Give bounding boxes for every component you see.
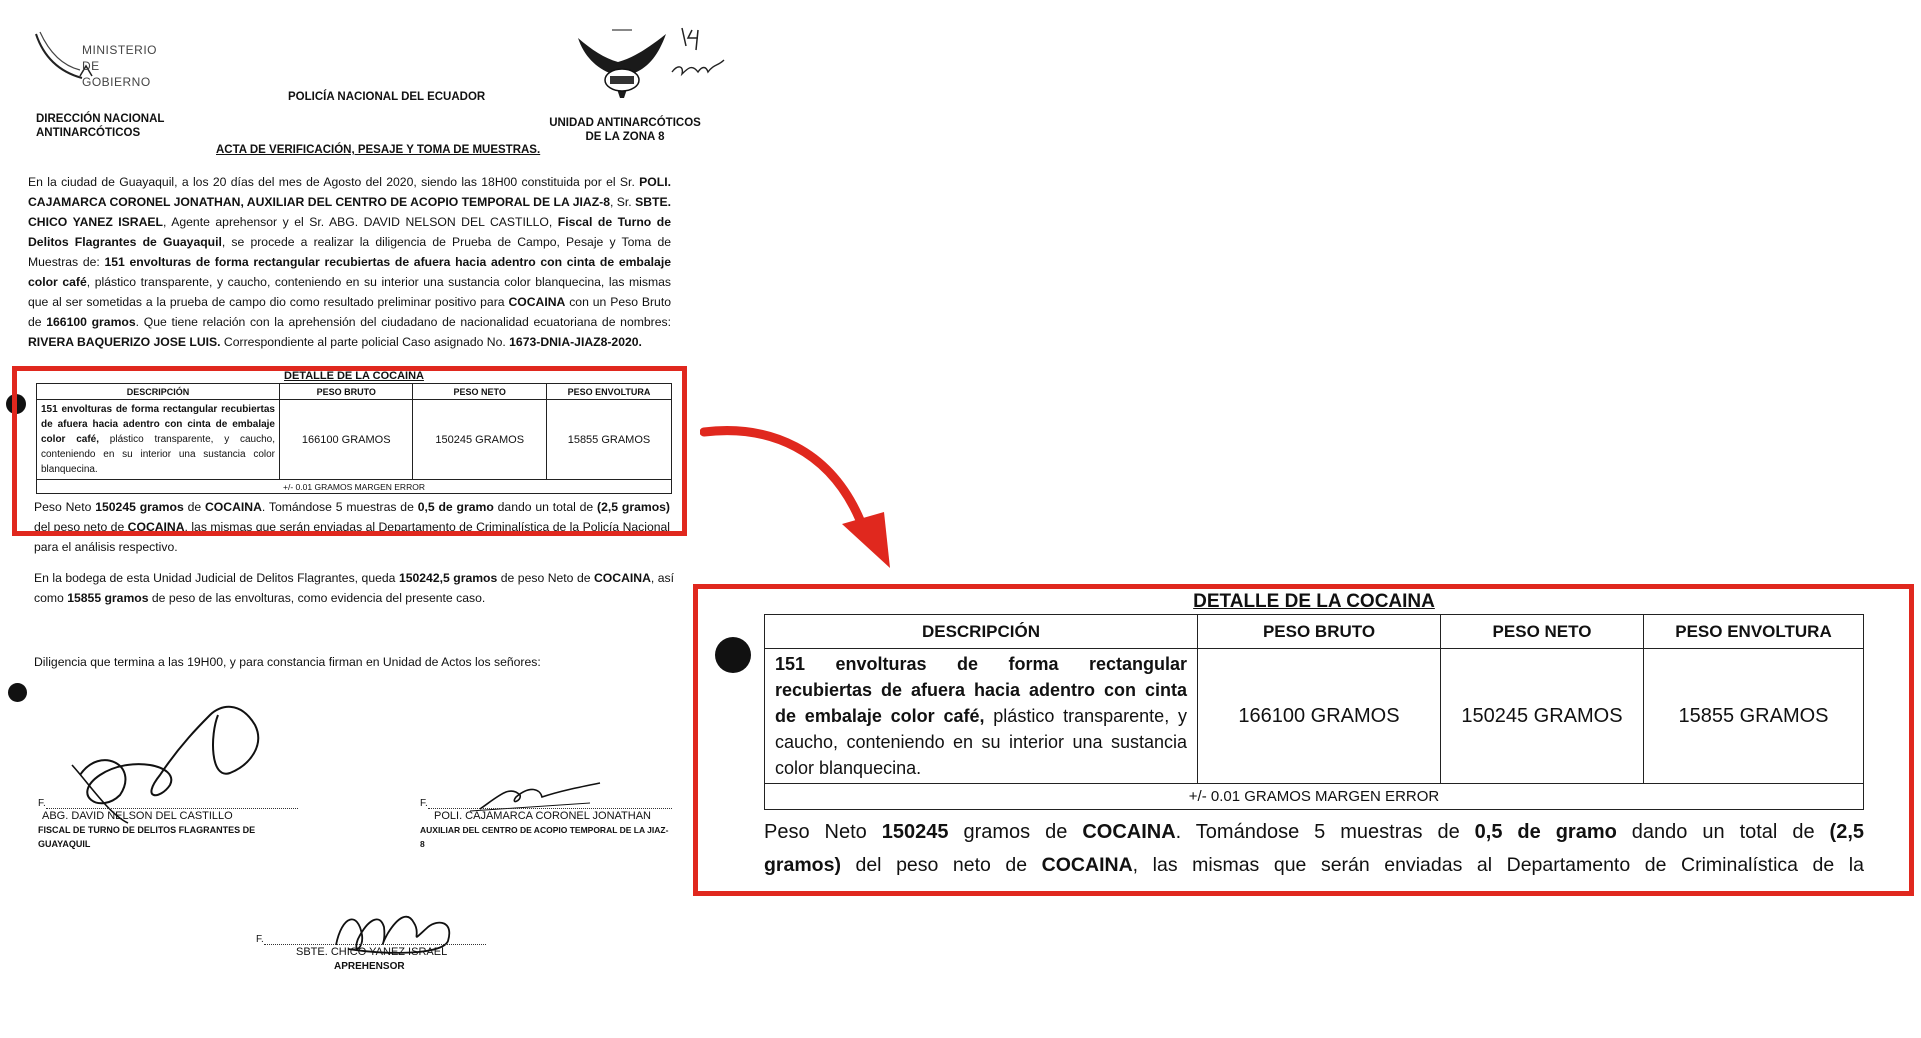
text-run: con un Peso Bruto de: [28, 295, 671, 329]
text-run: de: [183, 500, 205, 514]
text-run: . Que tiene relación con la aprehensión del ciudadano de nacionalidad ecuatoriana de nombres:: [135, 315, 671, 329]
bold-run: 0,5 de gramo: [417, 500, 494, 514]
bold-run: COCAINA: [594, 571, 651, 585]
bold-run: 150245: [881, 821, 949, 843]
text-run: , Agente aprehensor y el Sr. ABG. DAVID NELSON DEL CASTILLO,: [163, 215, 558, 229]
bold-run: 166100 gramos: [46, 315, 136, 329]
text-run: En la ciudad de Guayaquil, a los 20 días del mes de Agosto del 2020, siendo las 18H00 constituida por el Sr.: [28, 175, 640, 189]
text-run: , Sr.: [609, 195, 636, 209]
zoom-cell-peso-neto: 150245 GRAMOS: [1441, 649, 1644, 784]
zoom-paragraph-line1: [764, 816, 1864, 849]
text-run: dando un total de: [1616, 821, 1830, 843]
sig2-name: POLI. CAJAMARCA CORONEL JONATHAN: [434, 810, 651, 822]
bold-run: 1673-DNIA-JIAZ8-2020.: [509, 335, 642, 349]
signature-block-1: [38, 798, 298, 851]
text-run: del peso neto de: [34, 520, 128, 534]
handwritten-note: [668, 22, 728, 84]
highlight-box-original: [12, 366, 687, 536]
sig3-role: APREHENSOR: [334, 961, 405, 972]
text-run: , así como: [34, 571, 675, 605]
bold-run: gramos): [764, 854, 841, 876]
unit-label: [540, 116, 710, 144]
text-run: dando un total de: [493, 500, 598, 514]
text-run: gramos de: [948, 821, 1083, 843]
bold-run: COCAINA: [1041, 854, 1133, 876]
zoom-row-bullet: [715, 637, 751, 673]
bold-run: 150242,5 gramos: [398, 571, 498, 585]
small-cell-peso-neto: 150245 GRAMOS: [413, 400, 546, 480]
bold-run: COCAINA: [1082, 821, 1176, 843]
sig1-name: ABG. DAVID NELSON DEL CASTILLO: [42, 810, 233, 822]
handwritten-annotation-icon: [668, 22, 728, 84]
zoom-margin-note: +/- 0.01 GRAMOS MARGEN ERROR: [765, 784, 1864, 810]
text-run: de peso Neto de: [497, 571, 594, 585]
intro-paragraph: [28, 172, 671, 352]
sig3-prefix: F.: [256, 934, 264, 945]
text-run: Correspondiente al parte policial Caso asignado No.: [220, 335, 510, 349]
curved-arrow-icon: [700, 420, 900, 580]
sig3-name: SBTE. CHICO YANEZ ISRAEL: [296, 946, 448, 958]
zoom-paragraph-line2: [764, 849, 1864, 882]
ministry-label: DIRECCIÓN NACIONAL ANTINARCÓTICOS: [36, 113, 165, 139]
bold-run: 150245 gramos: [95, 500, 184, 514]
text-run: Peso Neto: [34, 500, 96, 514]
zoom-col-peso-envoltura: PESO ENVOLTURA: [1644, 615, 1864, 649]
small-margin-note: +/- 0.01 GRAMOS MARGEN ERROR: [37, 480, 672, 494]
sig2-role: AUXILIAR DEL CENTRO DE ACOPIO TEMPORAL DE LA JIAZ-8: [420, 825, 669, 849]
bold-run: 151 envolturas de forma rectangular recubiertas de afuera hacia adentro con cinta de embalaje color café: [28, 255, 671, 289]
bold-run: RIVERA BAQUERIZO JOSE LUIS.: [28, 335, 221, 349]
zoom-detail-table: [764, 590, 1864, 810]
margin-bullet: [8, 683, 27, 702]
small-col-peso-envoltura: PESO ENVOLTURA: [546, 384, 671, 400]
sig1-prefix: F.: [38, 798, 46, 809]
bold-run: 0,5 de gramo: [1474, 821, 1617, 843]
bold-run: SBTE. CHICO YANEZ ISRAEL: [28, 195, 671, 229]
text-run: del peso neto de: [840, 854, 1042, 876]
sig1-role: FISCAL DE TURNO DE DELITOS FLAGRANTES DE GUAYAQUIL: [38, 825, 256, 849]
bold-run: COCAINA: [508, 295, 566, 309]
ministry-logo-text: MINISTERIO DE GOBIERNO: [82, 43, 158, 89]
small-col-peso-neto: PESO NETO: [413, 384, 546, 400]
zoom-paragraph: [764, 816, 1864, 882]
zoom-cell-peso-envoltura: 15855 GRAMOS: [1644, 649, 1864, 784]
bold-run: COCAINA: [127, 520, 185, 534]
police-title: POLICÍA NACIONAL DEL ECUADOR: [288, 91, 486, 103]
small-table-title: DETALLE DE LA COCAINA: [284, 370, 424, 382]
zoom-arrow: [700, 420, 900, 580]
text-run: , se procede a realizar la diligencia de Prueba de Campo, Pesaje y Toma de Muestras de:: [28, 235, 672, 269]
unit-label-line1: UNIDAD ANTINARCÓTICOS: [549, 117, 701, 129]
storage-paragraph: [34, 568, 674, 608]
small-col-peso-bruto: PESO BRUTO: [280, 384, 413, 400]
bold-run: COCAINA: [205, 500, 262, 514]
small-col-descripcion: DESCRIPCIÓN: [37, 384, 280, 400]
eagle-crest-icon: [572, 28, 672, 106]
sig2-prefix: F.: [420, 798, 428, 809]
zoom-cell-descripcion: 151 envolturas de forma rectangular recubiertas de afuera hacia adentro con cinta de embalaje color café, plástico transparente, y caucho, conteniendo en su interior una sustancia color blanquecina.: [765, 649, 1198, 784]
text-run: . Tomándose 5 muestras de: [1175, 821, 1475, 843]
zoom-cell-peso-bruto: 166100 GRAMOS: [1198, 649, 1441, 784]
zoom-table-title: DETALLE DE LA COCAINA: [1193, 591, 1435, 612]
document-title: ACTA DE VERIFICACIÓN, PESAJE Y TOMA DE MUESTRAS.: [216, 144, 541, 156]
text-run: , las mismas que serán enviadas al Departamento de Criminalística de la: [1132, 854, 1864, 876]
unit-label-line2: DE LA ZONA 8: [585, 131, 665, 143]
text-run: , plástico transparente, y caucho, conteniendo en su interior una sustancia color blanquecina, las mismas que al ser sometidas a la prueba de campo dio como resultado preliminar positivo para: [28, 275, 672, 309]
closing-line: Diligencia que termina a las 19H00, y para constancia firman en Unidad de Actos los señores:: [34, 655, 541, 669]
bold-run: 15855 gramos: [67, 591, 149, 605]
signature-block-2: [420, 798, 672, 851]
bold-run: POLI. CAJAMARCA CORONEL JONATHAN, AUXILIAR DEL CENTRO DE ACOPIO TEMPORAL DE LA JIAZ-8: [28, 175, 671, 209]
text-run: Peso Neto: [764, 821, 882, 843]
text-run: de peso de las envolturas, como evidencia del presente caso.: [148, 591, 486, 605]
bold-run: (2,5 gramos): [597, 500, 670, 514]
ministry-logo: [30, 28, 165, 88]
bold-run: Fiscal de Turno de Delitos Flagrantes de Guayaquil: [28, 215, 671, 249]
bold-run: (2,5: [1829, 821, 1865, 843]
text-run: , las mismas que serán enviadas al Departamento de Criminalística de la Policía Nacional para el análisis respectivo.: [34, 520, 670, 554]
zoom-col-descripcion: DESCRIPCIÓN: [765, 615, 1198, 649]
small-cell-peso-envoltura: 15855 GRAMOS: [546, 400, 671, 480]
text-run: En la bodega de esta Unidad Judicial de Delitos Flagrantes, queda: [34, 571, 399, 585]
zoom-col-peso-neto: PESO NETO: [1441, 615, 1644, 649]
police-eagle-crest: [572, 28, 672, 106]
small-cell-peso-bruto: 166100 GRAMOS: [280, 400, 413, 480]
text-run: . Tomándose 5 muestras de: [261, 500, 418, 514]
small-cell-descripcion: 151 envolturas de forma rectangular recubiertas de afuera hacia adentro con cinta de embalaje color café, plástico transparente, y caucho, conteniendo en su interior una sustancia color blanquecina.: [37, 400, 280, 480]
signature-block-3: [256, 934, 486, 975]
zoom-col-peso-bruto: PESO BRUTO: [1198, 615, 1441, 649]
